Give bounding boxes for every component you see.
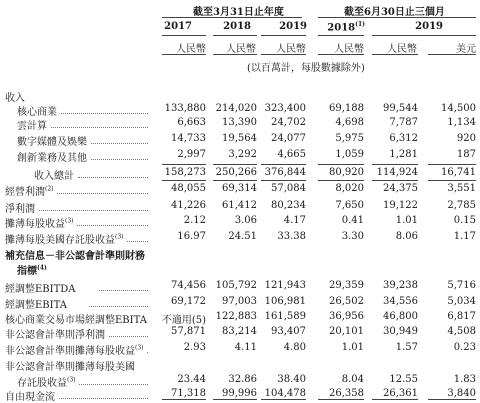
supp-row-label: 非公認會計準則攤薄每股美國 [5, 362, 135, 373]
supp-row-value: 5,034 [447, 296, 476, 307]
supp-row-value: 32.86 [228, 374, 257, 385]
row-value: 8.06 [395, 231, 418, 242]
row-value: 19,564 [222, 133, 257, 144]
supp-row-label: 經調整EBITA [5, 300, 67, 311]
supp-row-value: 38.40 [277, 374, 306, 385]
row-value: 2,997 [177, 149, 206, 160]
dot-leader [39, 210, 148, 211]
supp-row-value: 6,817 [447, 311, 476, 322]
row-label: 經營利潤$^{(2)}$ [5, 185, 54, 198]
row-label: 創新業務及其他 [17, 153, 87, 164]
section-revenue: 收入 [5, 93, 25, 104]
row-value: 7,787 [389, 117, 418, 128]
row-value: 4,698 [335, 117, 364, 128]
row-value: 3.30 [341, 231, 364, 242]
supp-row-value: 1.83 [453, 374, 476, 385]
supp-row-value: 23.44 [177, 374, 206, 385]
row-value: 5,975 [335, 133, 364, 144]
dot-leader [77, 225, 148, 226]
supp-row-value: 4.80 [283, 342, 306, 353]
row-value: 3.06 [234, 215, 257, 226]
supp-row-value: 4.11 [234, 342, 257, 353]
supp-row-value: 26,361 [383, 388, 418, 399]
row-value: 1.17 [453, 231, 476, 242]
dot-leader [89, 306, 148, 307]
supp-row-value: 3,840 [447, 388, 476, 399]
supp-row-label: 核心商業交易市場經調整EBITA [5, 315, 147, 326]
currency-5: 人民幣 [387, 44, 417, 55]
row-value: 6,663 [177, 117, 206, 128]
dot-leader [99, 290, 148, 291]
supp-row-value: 不適用(5) [161, 315, 206, 326]
header-group-fy: 截至3月31日止年度 [193, 7, 284, 18]
row-label: 數字媒體及娛樂 [17, 137, 87, 148]
supp-row-value: 26,502 [329, 296, 364, 307]
row-value: 14,733 [171, 133, 206, 144]
year-2017: 2017 [164, 21, 192, 32]
row-value: 4,665 [277, 149, 306, 160]
year-2018: 2018 [223, 21, 251, 32]
row-value: 80,920 [329, 167, 364, 178]
supp-row-value: 29,359 [329, 280, 364, 291]
supp-row-value: 39,238 [383, 280, 418, 291]
currency-6: 美元 [456, 44, 476, 55]
row-value: 323,400 [264, 103, 306, 114]
row-value: 133,880 [164, 103, 206, 114]
unit-note: (以百萬計，每股數據除外) [247, 63, 365, 74]
dot-leader [51, 127, 148, 128]
row-value: 41,226 [171, 200, 206, 211]
supp-row-value: 2.93 [183, 342, 206, 353]
dot-leader [57, 193, 148, 194]
supp-row-value: 30,949 [383, 326, 418, 337]
row-value: 33.38 [277, 231, 306, 242]
supp-row-value: 83,214 [222, 326, 257, 337]
supp-row-value: 46,800 [383, 311, 418, 322]
row-value: 376,844 [264, 167, 306, 178]
supp-row-value: 5,716 [447, 280, 476, 291]
dot-leader [78, 177, 148, 178]
row-value: 61,412 [222, 200, 257, 211]
supp-row-value: 34,556 [383, 296, 418, 307]
supp-row-value: 74,456 [171, 280, 206, 291]
row-value: 99,544 [383, 103, 418, 114]
supp-row-value: 93,407 [271, 326, 306, 337]
supp-row-value: 1.57 [395, 342, 418, 353]
row-value: 80,234 [271, 200, 306, 211]
supp-row-value: 122,883 [215, 311, 257, 322]
supp-row-value: 4,508 [447, 326, 476, 337]
row-value: 3,551 [447, 183, 476, 194]
row-value: 0.15 [453, 215, 476, 226]
dot-leader [91, 159, 148, 160]
supp-title-2: 指標$^{(4)}$ [17, 264, 47, 277]
currency-4: 人民幣 [334, 44, 364, 55]
supp-row-label: 非公認會計準則淨利潤 [5, 330, 105, 341]
row-value: 214,020 [215, 103, 257, 114]
supp-row-label: 非公認會計準則攤薄每股收益$^{(3)}$ [5, 344, 144, 357]
row-value: 24,077 [271, 133, 306, 144]
supp-row-value: 71,318 [171, 388, 206, 399]
row-value: 7,650 [335, 200, 364, 211]
row-value: 250,266 [215, 167, 257, 178]
row-value: 16.97 [177, 231, 206, 242]
row-label: 雲計算 [17, 121, 47, 132]
supp-row-label: 存託股收益$^{(3)}$ [17, 376, 76, 389]
supp-row-value: 20,101 [329, 326, 364, 337]
supp-row-value: 105,792 [215, 280, 257, 291]
supp-row-value: 69,172 [171, 296, 206, 307]
row-value: 1.01 [395, 215, 418, 226]
currency-2: 人民幣 [226, 44, 256, 55]
supp-row-value: 12.55 [389, 374, 418, 385]
row-value: 6,312 [389, 133, 418, 144]
row-value: 187 [456, 149, 476, 160]
row-label: 淨利潤 [5, 204, 35, 215]
supp-title-1: 補充信息－非公認會計準則財務 [5, 251, 145, 262]
row-value: 158,273 [164, 167, 206, 178]
row-label: 攤薄每股收益$^{(3)}$ [5, 217, 74, 230]
supp-row-value: 104,478 [264, 388, 306, 399]
row-value: 24.51 [228, 231, 257, 242]
year-2018-q: 2018$^{(1)}$ [327, 21, 365, 34]
supp-row-value: 161,589 [264, 311, 306, 322]
row-value: 19,122 [383, 200, 418, 211]
supp-row-value: 99,996 [222, 388, 257, 399]
supp-row-value: 8.04 [341, 374, 364, 385]
dot-leader [59, 398, 148, 399]
year-2019: 2019 [279, 21, 307, 32]
supp-row-value: 1.01 [341, 342, 364, 353]
row-value: 0.41 [341, 215, 364, 226]
supp-row-value: 106,981 [264, 296, 306, 307]
row-value: 3,292 [228, 149, 257, 160]
row-label: 攤薄每股美國存託股收益$^{(3)}$ [5, 233, 124, 246]
supp-row-value: 26,358 [329, 388, 364, 399]
supp-row-value: 97,003 [222, 296, 257, 307]
supp-row-value: 121,943 [264, 280, 306, 291]
dot-leader [61, 113, 148, 114]
row-value: 24,375 [383, 183, 418, 194]
dot-leader [91, 143, 148, 144]
row-value: 114,924 [376, 167, 418, 178]
currency-1: 人民幣 [176, 44, 206, 55]
row-value: 1,134 [447, 117, 476, 128]
row-value: 48,055 [171, 183, 206, 194]
supp-row-label: 經調整EBITDA [5, 284, 76, 295]
row-value: 920 [456, 133, 476, 144]
row-value: 1,059 [335, 149, 364, 160]
row-value: 1,281 [389, 149, 418, 160]
row-value: 14,500 [441, 103, 476, 114]
row-value: 16,741 [441, 167, 476, 178]
supp-row-value: 36,956 [329, 311, 364, 322]
supp-row-value: 0.23 [453, 342, 476, 353]
header-group-3m: 截至6月30日止三個月 [344, 7, 445, 18]
row-value: 24,702 [271, 117, 306, 128]
row-value: 4.17 [283, 215, 306, 226]
row-value: 69,188 [329, 103, 364, 114]
row-label: 收入總計 [34, 171, 74, 182]
dot-leader [127, 241, 148, 242]
row-value: 2,785 [447, 200, 476, 211]
row-label: 核心商業 [17, 107, 57, 118]
supp-row-value: 57,871 [171, 326, 206, 337]
supp-row-label: 自由現金流 [5, 392, 55, 403]
year-2019-q: 2019 [415, 21, 443, 32]
row-value: 69,314 [222, 183, 257, 194]
row-value: 2.12 [183, 215, 206, 226]
currency-3: 人民幣 [276, 44, 306, 55]
dot-leader [79, 384, 148, 385]
row-value: 8,020 [335, 183, 364, 194]
dot-leader [109, 336, 148, 337]
row-value: 13,390 [222, 117, 257, 128]
row-value: 57,084 [271, 183, 306, 194]
